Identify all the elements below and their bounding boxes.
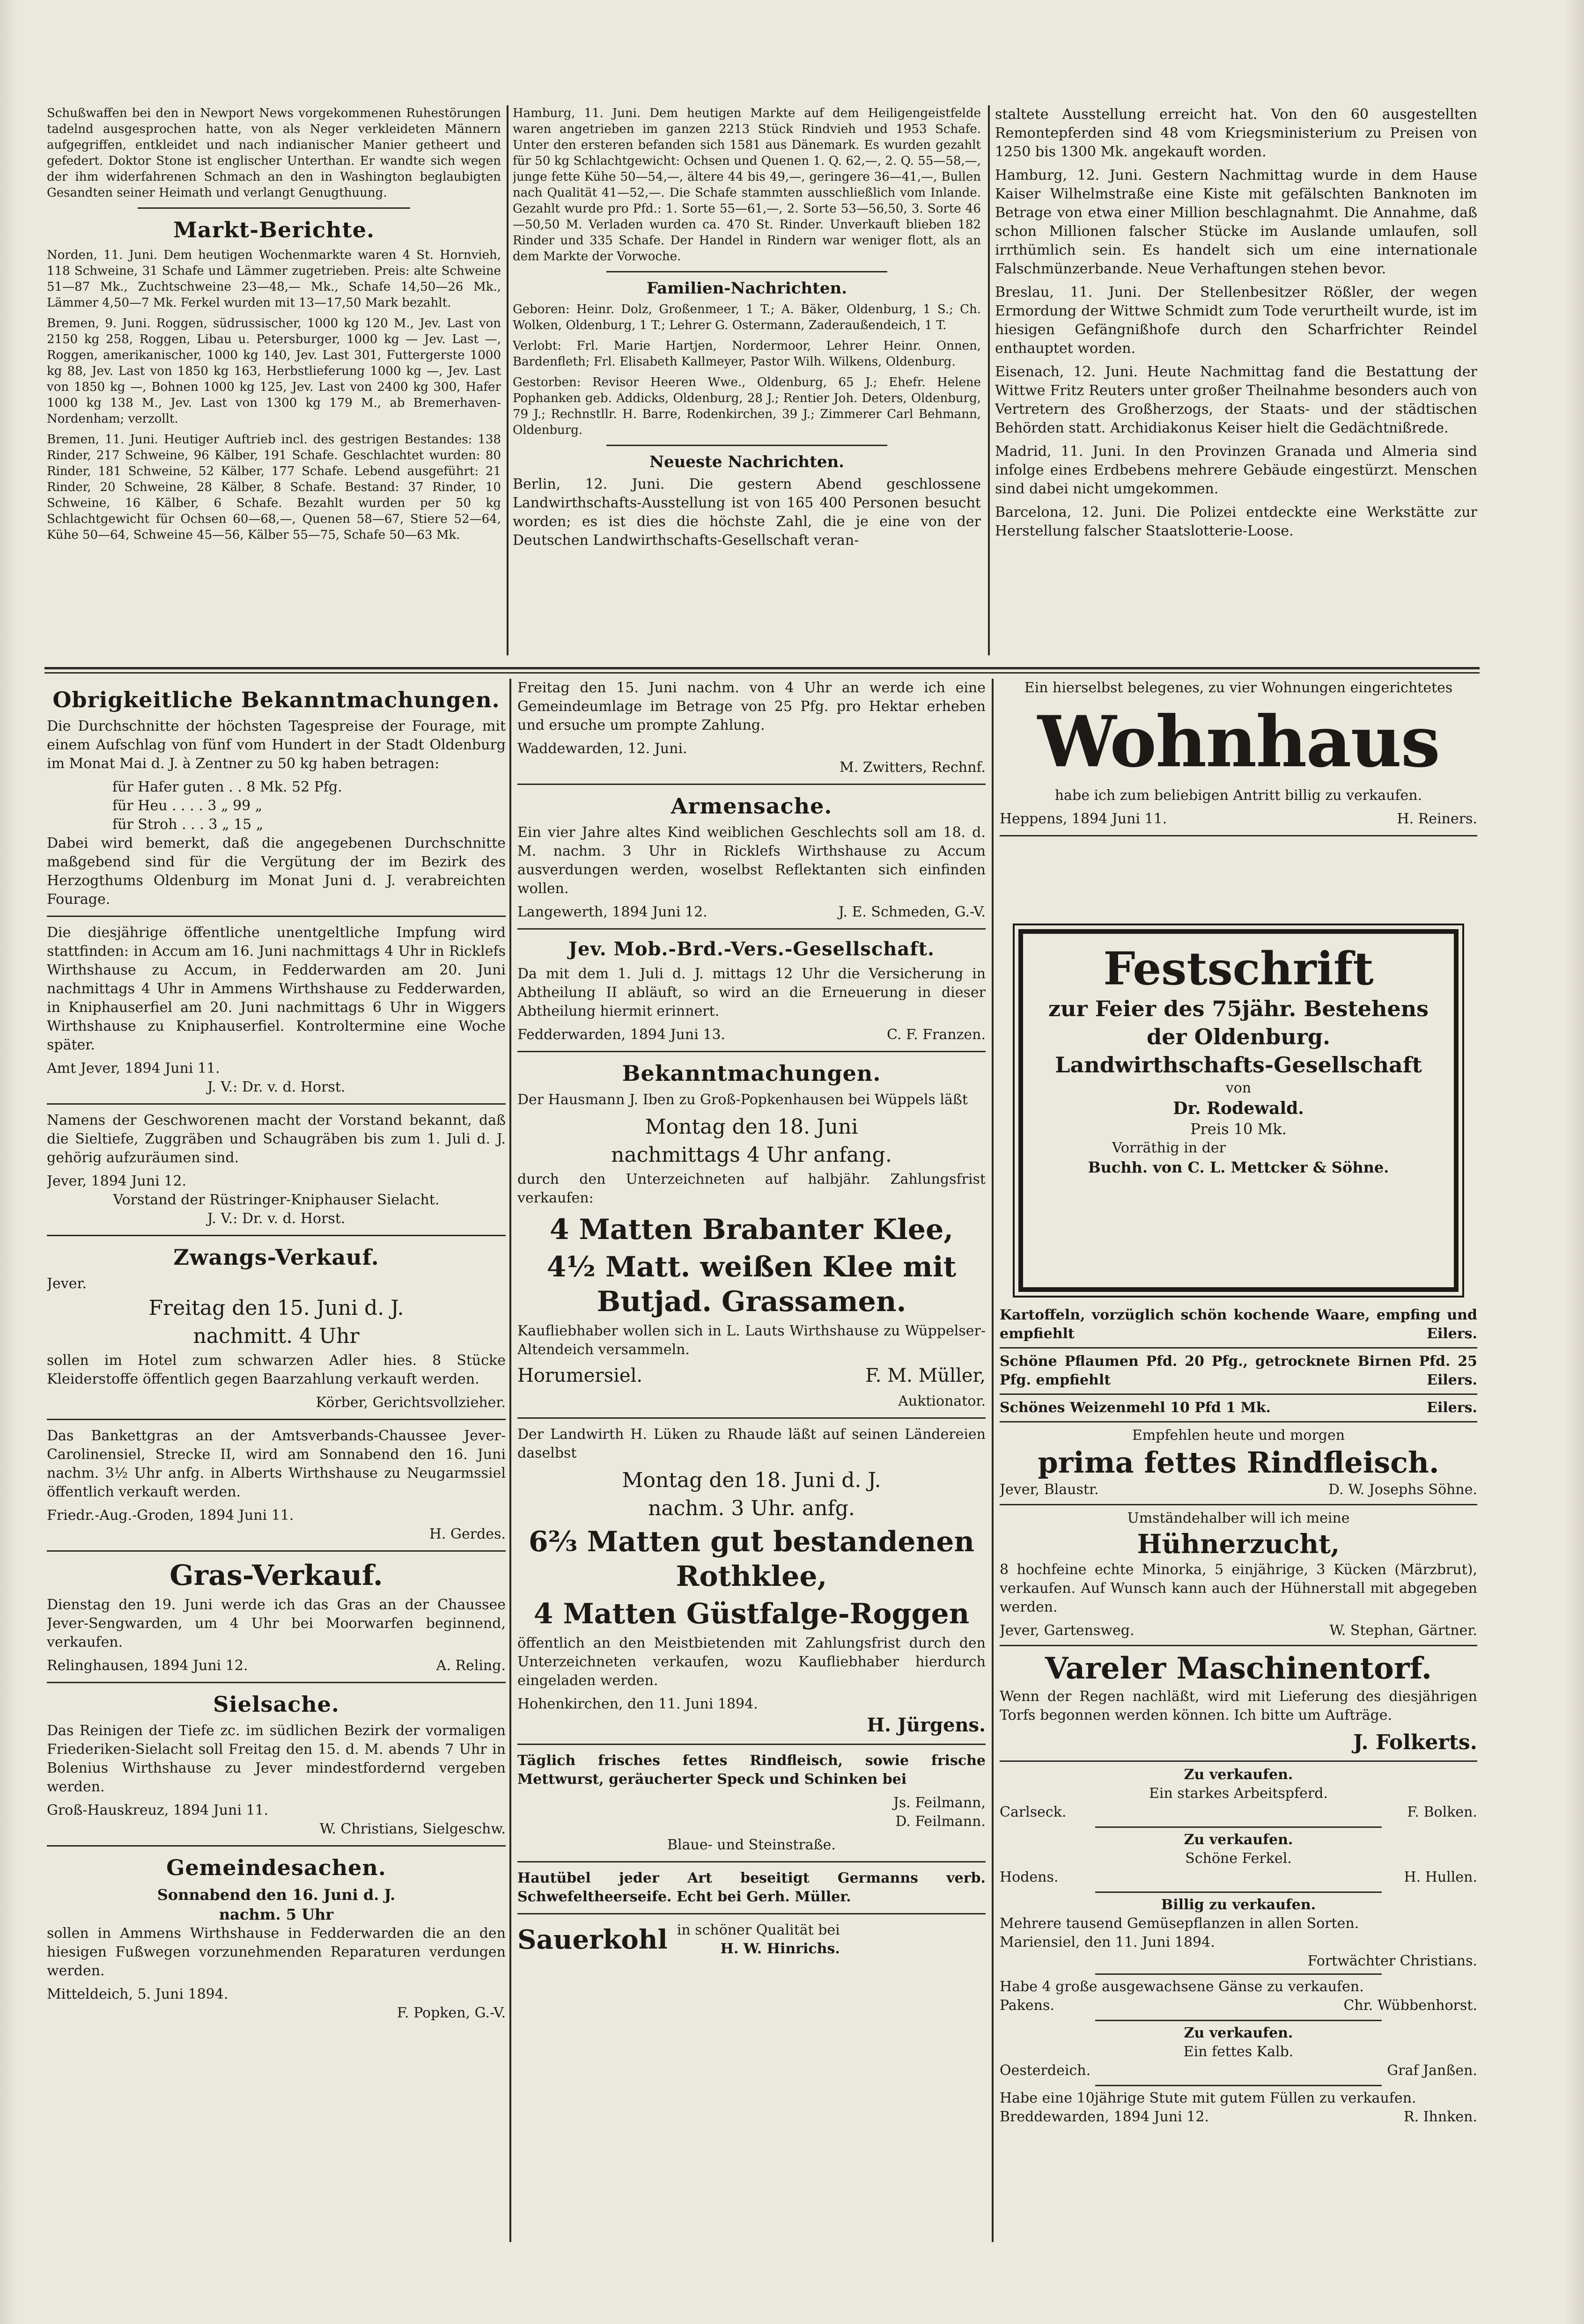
notice-paragraph: Die Durchschnitte der höchsten Tagespreise der Fourage, mit einem Aufschlag von fünf vom Hundert in der Stadt Oldenburg im Monat Mai d. J. à Zentner zu 50 kg haben betragen: [47, 718, 506, 772]
sale-text: Schöne Ferkel. [1185, 1850, 1292, 1867]
armen-notice: Ein vier Jahre altes Kind weiblichen Geschlechts soll am 18. d. M. nachm. 3 Uhr in Ricklefs Wirthshause zu Accum ausverdungen werden, woselbst Reflektanten sich einfinden wollen. [517, 824, 986, 897]
section-title-obrigkeitlich: Obrigkeitliche Bekanntmachungen. [52, 687, 500, 712]
divider [517, 1051, 986, 1052]
notice-signature: Chr. Wübbenhorst. [1343, 1997, 1477, 2014]
potato-ad [1000, 1306, 1477, 1343]
sale-terms: öffentlich an den Meistbietenden mit Zahlungsfrist durch den Unterzeichneten verkaufen, wozu Kaufliebhaber hierdurch eingeladen werden. [517, 1635, 986, 1689]
signature-line [1000, 1868, 1477, 1887]
house-ad-intro: Ein hierselbst belegenes, zu vier Wohnungen eingerichtetes [1024, 680, 1453, 696]
auction-place: Jever. [47, 1276, 87, 1292]
sale-title: Billig zu verkaufen. [1161, 1897, 1316, 1913]
notice-signature: R. Ihnken. [1404, 2109, 1477, 2125]
ad-signature: Eilers. [1427, 1372, 1477, 1388]
sale-item: 4 Matten Brabanter Klee, [549, 1213, 954, 1246]
insurance-notice: Da mit dem 1. Juli d. J. mittags 12 Uhr die Versicherung in Abtheilung II abläuft, so wird an die Erneuerung in dieser Abtheilung hiermit erinnert. [517, 966, 986, 1019]
divider [517, 928, 986, 930]
signature-line [1000, 1996, 1477, 2015]
notice-signature: Vorstand der Rüstringer-Kniphauser Sielacht. [113, 1192, 440, 1208]
notice-signature: A. Reling. [436, 1657, 506, 1674]
section-title-jev: Jev. Mob.-Brd.-Vers.-Gesellschaft. [568, 938, 935, 960]
family-died: Gestorben: Revisor Heeren Wwe., Oldenburg, 65 J.; Ehefr. Helene Pophanken geb. Addicks, Oldenburg, 28 J.; Rentier Joh. Deters, Oldenburg, 79 J.; Rechnstllr. H. Barre, Rodenkirchen, 39 J.; Zimmerer Carl Behmann, Oldenburg. [513, 375, 981, 437]
top-left-column [47, 105, 501, 667]
notice-place: Oesterdeich. [1000, 2062, 1091, 2079]
poultry-ad-headline: Hühnerzucht, [1137, 1529, 1340, 1560]
sale-text: Habe 4 große ausgewachsene Gänse zu verkaufen. [1000, 1979, 1364, 1995]
ad-signature: D. Feilmann. [895, 1813, 986, 1830]
column-divider [992, 679, 994, 2242]
section-title-zwangs: Zwangs-Verkauf. [173, 1245, 379, 1270]
divider [1000, 835, 1477, 836]
divider [138, 207, 410, 209]
ad-text: Schönes Weizenmehl 10 Pfd 1 Mk. [1000, 1400, 1271, 1416]
signature-line [1000, 1481, 1477, 1499]
divider [47, 1103, 506, 1105]
section-title-familien: Familien-Nachrichten. [646, 279, 847, 298]
sale-title: Zu verkaufen. [1184, 1767, 1293, 1783]
notice-place: Jever, Blaustr. [1000, 1481, 1099, 1498]
ad-address: Blaue- und Steinstraße. [667, 1837, 836, 1853]
soap-ad: Hautübel jeder Art beseitigt Germanns verb. Schwefeltheerseife. Echt bei Gerh. Müller. [517, 1870, 986, 1905]
news-madrid: Madrid, 11. Juni. In den Provinzen Granada und Almeria sind infolge eines Erdbebens mehrere Gebäude eingestürzt. Menschen sind dabei nicht umgekommen. [995, 443, 1477, 497]
divider [517, 1913, 986, 1914]
ad-text-group [677, 1921, 840, 1958]
news-continued: staltete Ausstellung erreicht hat. Von den 60 ausgestellten Remontepferden sind 48 vom Kriegsministerium zu Preisen von 1250 bis 1300 Mk. angekauft worden. [995, 106, 1477, 160]
sale-time: nachmittags 4 Uhr anfang. [611, 1143, 892, 1167]
notice-signature: C. F. Franzen. [887, 1026, 986, 1043]
price-row: für Heu . . . . 3 „ 99 „ [112, 798, 263, 814]
notice-place-date: Waddewarden, 12. Juni. [517, 740, 687, 757]
gem-time: nachm. 5 Uhr [219, 1906, 334, 1923]
notice-signature: M. Zwitters, Rechnf. [840, 759, 986, 776]
news-eisenach: Eisenach, 12. Juni. Heute Nachmittag fand die Bestattung der Wittwe Fritz Reuters unter großer Theilnahme besonders auch von Vertretern des Großherzogs, der Staats- und der städtischen Behörden statt. Archidiakonus Keiser hielt die Gedächtnißrede. [995, 364, 1477, 436]
sale-item: 4½ Matt. weißen Klee mit Butjad. Grassamen. [546, 1251, 957, 1318]
notice-signature: Fortwächter Christians. [1307, 1953, 1477, 1969]
ad-signature: Js. Feilmann, [893, 1795, 986, 1811]
market-report-bremen-2: Bremen, 11. Juni. Heutiger Auftrieb incl. des gestrigen Bestandes: 138 Rinder, 217 Schweine, 96 Kälber, 191 Schafe. Geschlachtet wurden: 80 Rinder, 181 Schweine, 52 Kälber, 177 Schafe. Lebend ausgeführt: 21 Rinder, 20 Schweine, 28 Kälber, 8 Schafe. Bestand: 37 Rinder, 10 Schweine, 16 Kälber, 6 Schafe. Bezahlt wurden per 50 kg Schlachtgewicht für Ochsen 60—68,—, Quenen 58—67, Stiere 52—64, Kühe 50—64, Schweine 45—56, Kälber 55—75, Schafe 50—63 Mk. [47, 433, 501, 542]
divider [1000, 1645, 1477, 1646]
festschrift-title: Festschrift [1103, 942, 1374, 995]
peat-ad-headline: Vareler Maschinentorf. [1045, 1651, 1432, 1686]
notice-place: Horumersiel. [517, 1365, 643, 1386]
divider [47, 1235, 506, 1236]
divider [1000, 1760, 1477, 1762]
ad-signature: Eilers. [1427, 1400, 1477, 1416]
divider [517, 1744, 986, 1745]
signature-line [517, 1026, 986, 1044]
butcher-ad: Täglich frisches fettes Rindfleisch, sowie frische Mettwurst, geräucherter Speck und Schinken bei [517, 1752, 986, 1788]
festschrift-subtitle: zur Feier des 75jähr. Bestehens der Oldenburg. Landwirthschafts-Gesellschaft [1048, 996, 1429, 1078]
signature-line [47, 1657, 506, 1675]
notice-signature: F. Bolken. [1407, 1804, 1477, 1820]
sale-date: Montag den 18. Juni d. J. [622, 1468, 881, 1492]
notice-place-date: Mariensiel, den 11. Juni 1894. [1000, 1934, 1215, 1950]
notice-place-date: Hohenkirchen, den 11. Juni 1894. [517, 1696, 758, 1712]
sauerkohl-ad [517, 1921, 986, 1958]
house-ad-headline: Wohnhaus [1037, 701, 1440, 783]
ad-headline: Sauerkohl [517, 1924, 668, 1955]
divider [1095, 1973, 1382, 1975]
signature-line [1000, 810, 1477, 828]
market-report-bremen-1: Bremen, 9. Juni. Roggen, südrussischer, 1000 kg 120 M., Jev. Last von 2150 kg 258, Roggen, Libau u. Petersburger, 1000 kg — Jev. Last —, Roggen, amerikanischer, 1000 kg 140, Jev. Last 301, Futtergerste 1000 kg 88, Jev. Last von 1850 kg 163, Herbstlieferung 1000 kg —, Jev. Last von 1850 kg —, Bohnen 1000 kg 125, Jev. Last von 2400 kg 300, Hafer 1000 kg 138 M., Jev. Last von 1300 kg 179 M., ab Bremerhaven-Nordenham; verzollt. [47, 316, 501, 426]
notice-signature-role: Auktionator. [898, 1393, 986, 1409]
news-hamburg: Hamburg, 12. Juni. Gestern Nachmittag wurde in dem Hause Kaiser Wilhelmstraße eine Kiste mit gefälschten Banknoten im Betrage von etwa einer Million beschlagnahmt. Die Annahme, daß schon Millionen falscher Stücke im Auslande umlaufen, soll irrthümlich sein. Es handelt sich um eine internationale Falschmünzerbande. Neue Verhaftungen stehen bevor. [995, 167, 1477, 277]
horizontal-divider [44, 672, 1480, 674]
section-title-markt: Markt-Berichte. [173, 217, 375, 242]
divider [1095, 2020, 1382, 2021]
article-paragraph: Schußwaffen bei den in Newport News vorgekommenen Ruhestörungen tadelnd ausgesprochen hatte, von als Neger verkleideten Männern aufgegriffen, entkleidet und nach indianischer Manier getheert und gefedert. Doktor Stone ist englischer Unterthan. Er wandte sich wegen der ihm widerfahrenen Schmach an den in Washington beglaubigten Gesandten seiner Heimath und verlangt Genugthuung. [47, 106, 501, 200]
bottom-right-column-lower [1000, 1306, 1477, 2270]
signature-line [517, 1364, 986, 1387]
sale-title: Zu verkaufen. [1184, 2025, 1293, 2041]
sale-title: Zu verkaufen. [1184, 1832, 1293, 1848]
festschrift-price: Preis 10 Mk. [1190, 1120, 1287, 1138]
plum-ad [1000, 1352, 1477, 1390]
festschrift-by: von [1225, 1080, 1252, 1096]
auction-signature: Körber, Gerichtsvollzieher. [316, 1394, 506, 1411]
ad-signature: Eilers. [1427, 1326, 1477, 1342]
notice-signature: H. Reiners. [1397, 811, 1477, 827]
market-report-norden: Norden, 11. Juni. Dem heutigen Wochenmarkte waren 4 St. Hornvieh, 118 Schweine, 31 Schafe und Lämmer zugetrieben. Preis: alte Schweine 51—87 Mk., Zuchtschweine 23—48,— Mk., Schafe 14,50—26 Mk., Lämmer 4,50—7 Mk. Ferkel wurden mit 13—17,50 Mark bezahlt. [47, 248, 501, 310]
price-row: für Stroh . . . 3 „ 15 „ [112, 816, 264, 833]
section-title-gemeinde: Gemeindesachen. [166, 1855, 386, 1880]
notice-signature: J. E. Schmeden, G.-V. [838, 904, 986, 920]
sale-time: nachm. 3 Uhr. anfg. [648, 1496, 855, 1520]
notice-signature: H. Jürgens. [867, 1714, 986, 1736]
notice-signature: J. V.: Dr. v. d. Horst. [207, 1210, 346, 1227]
ad-text: in schöner Qualität bei [677, 1922, 840, 1938]
poultry-ad-intro: Umständehalber will ich meine [1127, 1510, 1350, 1526]
divider [47, 1419, 506, 1420]
ad-signature: H. W. Hinrichs. [720, 1941, 840, 1957]
divider [1095, 2085, 1382, 2086]
bottom-middle-column [517, 679, 986, 2270]
beef-ad-intro: Empfehlen heute und morgen [1132, 1427, 1345, 1444]
beef-ad-headline: prima fettes Rindfleisch. [1038, 1445, 1439, 1480]
divider [1095, 1891, 1382, 1893]
price-row: für Hafer guten . . 8 Mk. 52 Pfg. [112, 779, 342, 795]
signature-line [1000, 2061, 1477, 2080]
market-report-hamburg: Hamburg, 11. Juni. Dem heutigen Markte auf dem Heiligengeistfelde waren angetrieben im ganzen 2213 Stück Rindvieh und 1953 Schafe. Unter den ersteren befanden sich 1581 aus Dänemark. Es wurden gezahlt für 50 kg Schlachtgewicht: Ochsen und Quenen 1. Q. 62,—, 2. Q. 55—58,—, junge fette Kühe 50—54,—, ältere 44 bis 49,—, geringere 36—41,—, Bullen nach Qualität 41—52,—. Die Schafe stammten ausschließlich vom Inlande. Gezahlt wurde pro Pfd.: 1. Sorte 55—61,—, 2. Sorte 53—56,50, 3. Sorte 46—50,50 M. Verladen wurden ca. 470 St. Rinder. Unverkauft blieben 182 Rinder und 335 Schafe. Der Handel in Rindern war weniger flott, als an dem Markte der Vorwoche. [513, 106, 981, 264]
flour-ad [1000, 1399, 1477, 1417]
family-born: Geboren: Heinr. Dolz, Großenmeer, 1 T.; A. Bäker, Oldenburg, 1 S.; Ch. Wolken, Oldenburg, 1 T.; Lehrer G. Ostermann, Zaderaußendeich, 1 T. [513, 302, 981, 332]
divider [606, 445, 887, 446]
vaccination-notice: Die diesjährige öffentliche unentgeltliche Impfung wird stattfinden: in Accum am 16. Juni nachmittags 4 Uhr in Ricklefs Wirthshause zu Accum, in Fedderwarden am 20. Juni nachmittags 4 Uhr in Ammens Wirthshause zu Fedderwarden, in Kniphauserfiel am 20. Juni nachmittags 6 Uhr in Wiggers Wirthshause zu Kniphauserfiel. Kontroltermine eine Woche später. [47, 924, 506, 1053]
notice-paragraph: Dabei wird bemerkt, daß die angegebenen Durchschnitte maßgebend sind für die Vergütung der im Bezirk des Herzogthums Oldenburg im Monat Juni d. J. verabreichten Fourage. [47, 835, 506, 908]
sale-text: Ein fettes Kalb. [1183, 2044, 1294, 2060]
notice-place-date: Heppens, 1894 Juni 11. [1000, 811, 1167, 827]
sale-meeting: Kaufliebhaber wollen sich in L. Lauts Wirthshause zu Wüppelser-Altendeich versammeln. [517, 1323, 986, 1358]
divider [517, 1417, 986, 1419]
sale-terms: durch den Unterzeichneten auf halbjähr. Zahlungsfrist verkaufen: [517, 1171, 986, 1206]
divider [1000, 1347, 1477, 1349]
bottom-left-column [47, 679, 506, 2270]
auction-text: sollen im Hotel zum schwarzen Adler hies. 8 Stücke Kleiderstoffe öffentlich gegen Baarzahlung verkauft werden. [47, 1352, 506, 1387]
ad-signature: J. Folkerts. [1353, 1730, 1477, 1754]
sale-intro: Der Hausmann J. Iben zu Groß-Popkenhausen bei Wüppels läßt [517, 1092, 968, 1108]
section-title-neueste: Neueste Nachrichten. [649, 453, 845, 471]
notice-place-date: Amt Jever, 1894 Juni 11. [47, 1060, 220, 1077]
signature-line [1000, 1803, 1477, 1822]
gem-date: Sonnabend den 16. Juni d. J. [157, 1886, 396, 1904]
column-divider [988, 105, 990, 655]
divider [517, 1861, 986, 1862]
sale-text: Ein starkes Arbeitspferd. [1149, 1785, 1328, 1802]
notice-signature: D. W. Josephs Söhne. [1328, 1481, 1477, 1498]
notice-signature: H. Hullen. [1404, 1869, 1477, 1885]
section-title-armen: Armensache. [670, 793, 833, 819]
divider [1095, 1826, 1382, 1828]
signature-line [1000, 1621, 1477, 1640]
notice-signature: H. Gerdes. [429, 1526, 506, 1542]
jury-notice: Namens der Geschworenen macht der Vorstand bekannt, daß die Sieltiefe, Zuggräben und Schaugräben bis zum 1. Juli d. J. gehörig aufzuräumen sind. [47, 1112, 506, 1166]
festschrift-availability: Vorräthig in der [1112, 1140, 1226, 1156]
levy-notice: Freitag den 15. Juni nachm. von 4 Uhr an werde ich eine Gemeindeumlage im Betrage von 25 Pfg. pro Hektar erheben und ersuche um prompte Zahlung. [517, 680, 986, 733]
notice-signature: F. M. Müller, [865, 1365, 986, 1386]
ad-text: Kartoffeln, vorzüglich schön kochende Waare, empfing und empfiehlt [1000, 1307, 1477, 1342]
festschrift-author: Dr. Rodewald. [1173, 1099, 1304, 1118]
notice-place-date: Langewerth, 1894 Juni 12. [517, 904, 707, 920]
sale-date: Montag den 18. Juni [645, 1115, 858, 1139]
divider [47, 916, 506, 917]
notice-place-date: Jever, 1894 Juni 12. [47, 1173, 186, 1189]
poultry-ad-text: 8 hochfeine echte Minorka, 5 einjährige, 3 Kücken (Märzbrut), verkaufen. Auf Wunsch kann auch der Hühnerstall mit abgegeben werden. [1000, 1562, 1477, 1615]
notice-signature: J. V.: Dr. v. d. Horst. [207, 1079, 346, 1095]
notice-place-date: Friedr.-Aug.-Groden, 1894 Juni 11. [47, 1507, 294, 1524]
divider [47, 1845, 506, 1847]
sale-item: 6⅔ Matten gut bestandenen Rothklee, [528, 1525, 974, 1593]
signature-line [517, 903, 986, 922]
divider [47, 1682, 506, 1683]
notice-place: Hodens. [1000, 1869, 1059, 1885]
divider [1000, 1393, 1477, 1395]
notice-place-date: Fedderwarden, 1894 Juni 13. [517, 1026, 726, 1043]
notice-place-date: Mitteldeich, 5. Juni 1894. [47, 1986, 228, 2002]
peat-ad-text: Wenn der Regen nachläßt, wird mit Lieferung des diesjährigen Torfs begonnen werden können. Ich bitte um Aufträge. [1000, 1688, 1477, 1723]
sale-item: 4 Matten Güstfalge-Roggen [533, 1598, 970, 1630]
notice-signature: W. Stephan, Gärtner. [1329, 1622, 1477, 1639]
bankettgras-notice: Das Bankettgras an der Amtsverbands-Chaussee Jever-Carolinensiel, Strecke II, wird am Sonnabend den 16. Juni nachm. 3½ Uhr anfg. in Alberts Wirthshause zu Neugarmssiel öffentlich verkauft werden. [47, 1428, 506, 1500]
sale-text: Habe eine 10jährige Stute mit gutem Füllen zu verkaufen. [1000, 2090, 1416, 2106]
news-berlin: Berlin, 12. Juni. Die gestern Abend geschlossene Landwirthschafts-Ausstellung ist von 165 400 Personen besucht worden; es ist dies die höchste Zahl, die je eine von der Deutschen Landwirthschafts-Gesellschaft veran- [513, 476, 981, 549]
gem-notice: sollen in Ammens Wirthshause in Fedderwarden die an den hiesigen Fußwegen vorzunehmenden Reparaturen verdungen werden. [47, 1925, 506, 1979]
news-breslau: Breslau, 11. Juni. Der Stellenbesitzer Rößler, der wegen Ermordung der Wittwe Schmidt zum Tode verurtheilt wurde, ist im hiesigen Gefängnißhofe durch den Scharfrichter Reindel enthauptet worden. [995, 284, 1477, 357]
festschrift-ad [1018, 929, 1459, 1292]
notice-place-date: Relinghausen, 1894 Juni 12. [47, 1657, 248, 1674]
notice-signature: W. Christians, Sielgeschw. [319, 1821, 506, 1837]
sale-intro: Der Landwirth H. Lüken zu Rhaude läßt auf seinen Ländereien daselbst [517, 1426, 986, 1461]
column-divider [509, 679, 511, 2242]
divider [47, 1550, 506, 1552]
top-right-column [995, 105, 1477, 667]
divider [606, 271, 887, 272]
top-middle-column [513, 105, 981, 667]
price-list [47, 778, 506, 834]
siel-notice: Das Reinigen der Tiefe zc. im südlichen Bezirk der vormaligen Friederiken-Sielacht soll Freitag den 15. d. M. abends 7 Uhr in Bolenius Wirthshause zu Jever mindestfordernd vergeben werden. [47, 1723, 506, 1795]
family-engaged: Verlobt: Frl. Marie Hartjen, Nordermoor, Lehrer Heinr. Onnen, Bardenfleth; Frl. Elisabeth Kallmeyer, Pastor Wilh. Wilkens, Oldenburg. [513, 339, 981, 369]
notice-place: Pakens. [1000, 1997, 1054, 2014]
divider [1000, 1504, 1477, 1505]
column-divider [507, 105, 508, 655]
section-title-gras: Gras-Verkauf. [169, 1559, 383, 1592]
notice-place-date: Groß-Hauskreuz, 1894 Juni 11. [47, 1802, 269, 1818]
gras-notice: Dienstag den 19. Juni werde ich das Gras an der Chaussee Jever-Sengwarden, um 4 Uhr bei Moorwarfen beginnend, verkaufen. [47, 1597, 506, 1650]
auction-time: nachmitt. 4 Uhr [193, 1324, 360, 1348]
festschrift-shop: Buchh. von C. L. Mettcker & Söhne. [1088, 1158, 1389, 1176]
signature-line [1000, 2108, 1477, 2126]
ad-text: Schöne Pflaumen Pfd. 20 Pfg., getrocknete Birnen Pfd. 25 Pfg. empfiehlt [1000, 1353, 1477, 1388]
house-ad-text: habe ich zum beliebigen Antritt billig zu verkaufen. [1054, 787, 1422, 804]
horizontal-divider [44, 667, 1480, 669]
section-title-bekannt: Bekanntmachungen. [622, 1061, 881, 1086]
notice-signature: Graf Janßen. [1387, 2062, 1477, 2079]
notice-place: Carlseck. [1000, 1804, 1067, 1820]
notice-place: Jever, Gartensweg. [1000, 1622, 1135, 1639]
news-barcelona: Barcelona, 12. Juni. Die Polizei entdeckte eine Werkstätte zur Herstellung falscher Staatslotterie-Loose. [995, 504, 1477, 539]
section-title-siel: Sielsache. [213, 1692, 339, 1717]
notice-place-date: Breddewarden, 1894 Juni 12. [1000, 2109, 1209, 2125]
divider [1000, 1421, 1477, 1422]
notice-signature: F. Popken, G.-V. [397, 2005, 506, 2021]
divider [517, 784, 986, 785]
auction-date: Freitag den 15. Juni d. J. [148, 1296, 404, 1320]
sale-text: Mehrere tausend Gemüsepflanzen in allen Sorten. [1000, 1915, 1359, 1932]
